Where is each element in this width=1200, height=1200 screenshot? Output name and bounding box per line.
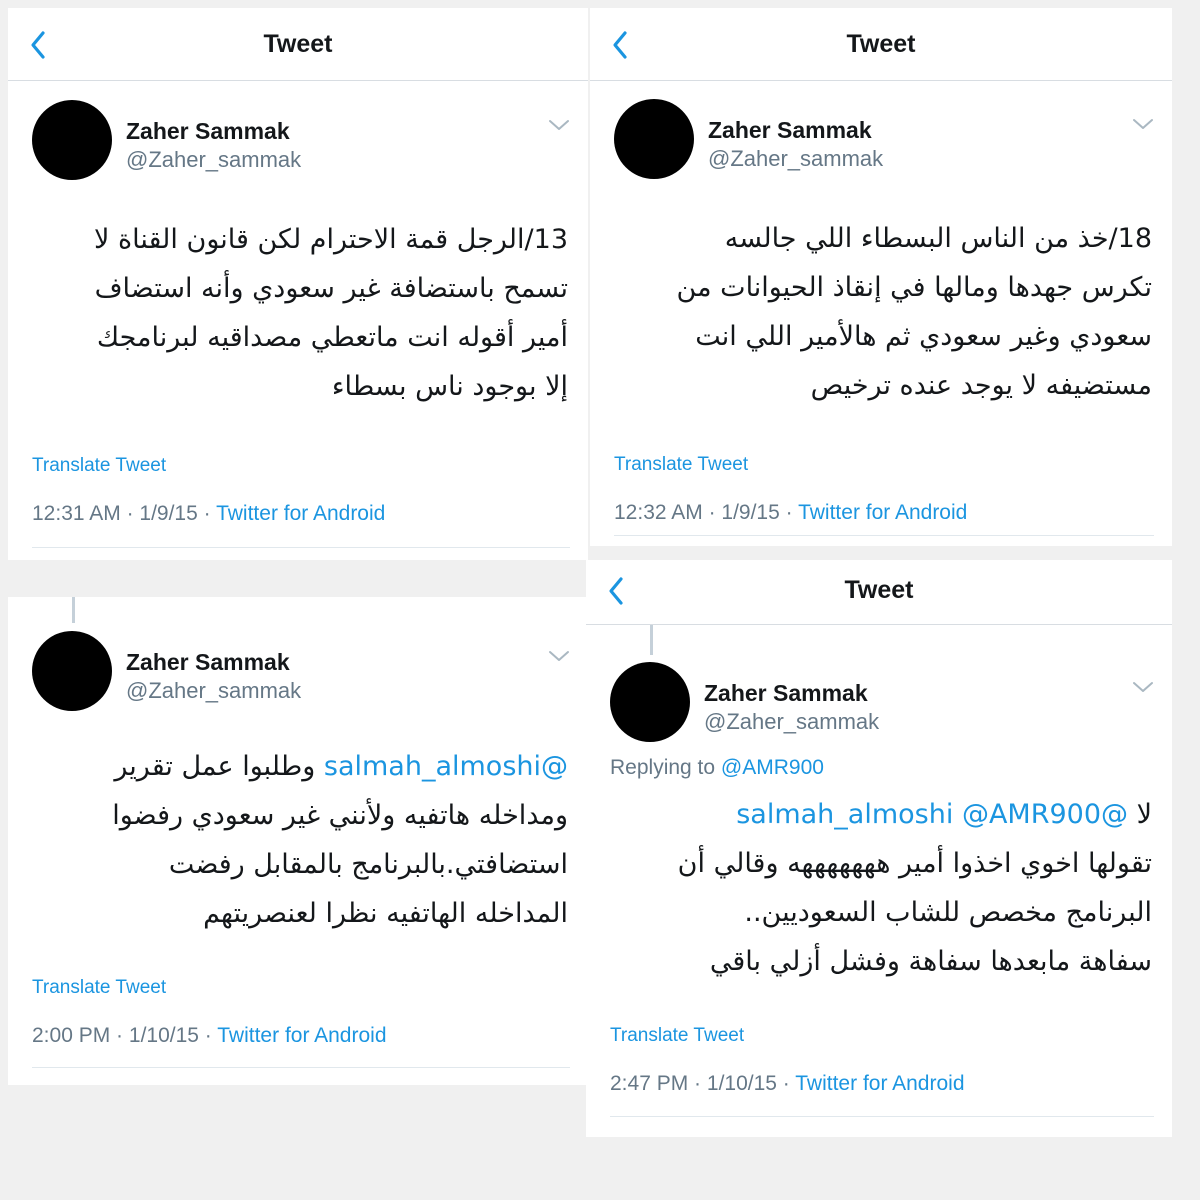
mention-link[interactable]: @salmah_almoshi <box>323 751 568 782</box>
translate-tweet-link[interactable]: Translate Tweet <box>32 977 167 998</box>
tweet-panel-4 <box>586 560 1172 1137</box>
author-handle[interactable]: @Zaher_sammak <box>126 147 302 172</box>
tweet-meta: 2:47 PM · 1/10/15 · Twitter for Android <box>610 1072 965 1095</box>
tweet-meta: 12:31 AM · 1/9/15 · Twitter for Android <box>32 502 386 525</box>
source-link[interactable]: Twitter for Android <box>798 501 968 524</box>
tweet-time: 2:47 PM <box>610 1072 689 1095</box>
thread-line <box>650 625 653 655</box>
reply-handle-link[interactable]: @AMR900 <box>720 756 824 779</box>
tweet-text: @salmah_almoshi وطلبوا عمل تقرير ومداخله هاتفيه ولأنني غير سعودي رفضوا استضافتي.بالبرنامج بالمقابل رفضت المداخله الهاتفيه نظرا لعنصريتهم <box>112 751 568 929</box>
source-link[interactable]: Twitter for Android <box>216 502 386 525</box>
avatar[interactable] <box>32 631 112 711</box>
tweet-text: 18/خذ من الناس البسطاء اللي جالسه تكرس جهدها ومالها في إنقاذ الحيوانات من سعودي وغير سعودي ثم هالأمير اللي انت مستضيفه لا يوجد عنده ترخيص <box>676 223 1152 401</box>
divider <box>32 547 570 548</box>
author-name[interactable]: Zaher Sammak <box>126 649 290 675</box>
author-handle[interactable]: @Zaher_sammak <box>126 678 302 703</box>
chevron-down-icon[interactable] <box>548 118 570 132</box>
avatar[interactable] <box>32 100 112 180</box>
chevron-down-icon[interactable] <box>1132 117 1154 131</box>
tweet-text: لا @salmah_almoshi @AMR900 تقولها اخوي اخذوا أمير هههههههه وقالي أن البرنامج مخصص للشاب السعوديين.. سفاهة مابعدها سفاهة وفشل أزلي باقي <box>677 799 1152 977</box>
tweet-date: 1/10/15 <box>128 1024 199 1047</box>
tweet-text: 13/الرجل قمة الاحترام لكن قانون القناة لا تسمح باستضافة غير سعودي وأنه استضاف أمير أقوله انت ماتعطي مصداقيه لبرنامجك إلا بوجود ناس بسطاء <box>94 224 568 402</box>
tweet-time: 12:32 AM <box>614 501 703 524</box>
translate-tweet-link[interactable]: Translate Tweet <box>32 455 167 476</box>
source-link[interactable]: Twitter for Android <box>217 1024 387 1047</box>
divider <box>614 535 1154 536</box>
author-handle[interactable]: @Zaher_sammak <box>708 146 884 171</box>
author-name[interactable]: Zaher Sammak <box>708 117 872 143</box>
avatar[interactable] <box>610 662 690 742</box>
tweet-time: 12:31 AM <box>32 502 121 525</box>
nav-title: Tweet <box>846 30 916 58</box>
tweet-panel-1 <box>8 8 588 560</box>
divider <box>32 1067 570 1068</box>
translate-tweet-link[interactable]: Translate Tweet <box>610 1025 745 1046</box>
chevron-down-icon[interactable] <box>548 649 570 663</box>
nav-title: Tweet <box>263 30 333 58</box>
tweet-date: 1/9/15 <box>139 502 198 525</box>
divider <box>610 1116 1154 1117</box>
translate-tweet-link[interactable]: Translate Tweet <box>614 454 749 475</box>
thread-line <box>72 597 75 623</box>
mention-link[interactable]: @salmah_almoshi <box>736 799 1128 830</box>
avatar[interactable] <box>614 99 694 179</box>
tweet-meta: 2:00 PM · 1/10/15 · Twitter for Android <box>32 1024 387 1047</box>
nav-title: Tweet <box>844 576 914 604</box>
nav-bar <box>586 560 1172 625</box>
tweet-panel-2 <box>590 8 1172 546</box>
source-link[interactable]: Twitter for Android <box>795 1072 965 1095</box>
tweet-meta: 12:32 AM · 1/9/15 · Twitter for Android <box>614 501 968 524</box>
replying-to: Replying to @AMR900 <box>610 756 824 779</box>
tweet-date: 1/9/15 <box>721 501 780 524</box>
nav-bar <box>8 8 588 81</box>
tweet-date: 1/10/15 <box>706 1072 777 1095</box>
tweet-time: 2:00 PM <box>32 1024 111 1047</box>
mention-link[interactable]: @AMR900 <box>961 799 1101 830</box>
chevron-down-icon[interactable] <box>1132 680 1154 694</box>
tweet-panel-3 <box>8 597 588 1085</box>
author-handle[interactable]: @Zaher_sammak <box>704 709 880 734</box>
author-name[interactable]: Zaher Sammak <box>704 680 868 706</box>
nav-bar <box>590 8 1172 81</box>
author-name[interactable]: Zaher Sammak <box>126 118 290 144</box>
